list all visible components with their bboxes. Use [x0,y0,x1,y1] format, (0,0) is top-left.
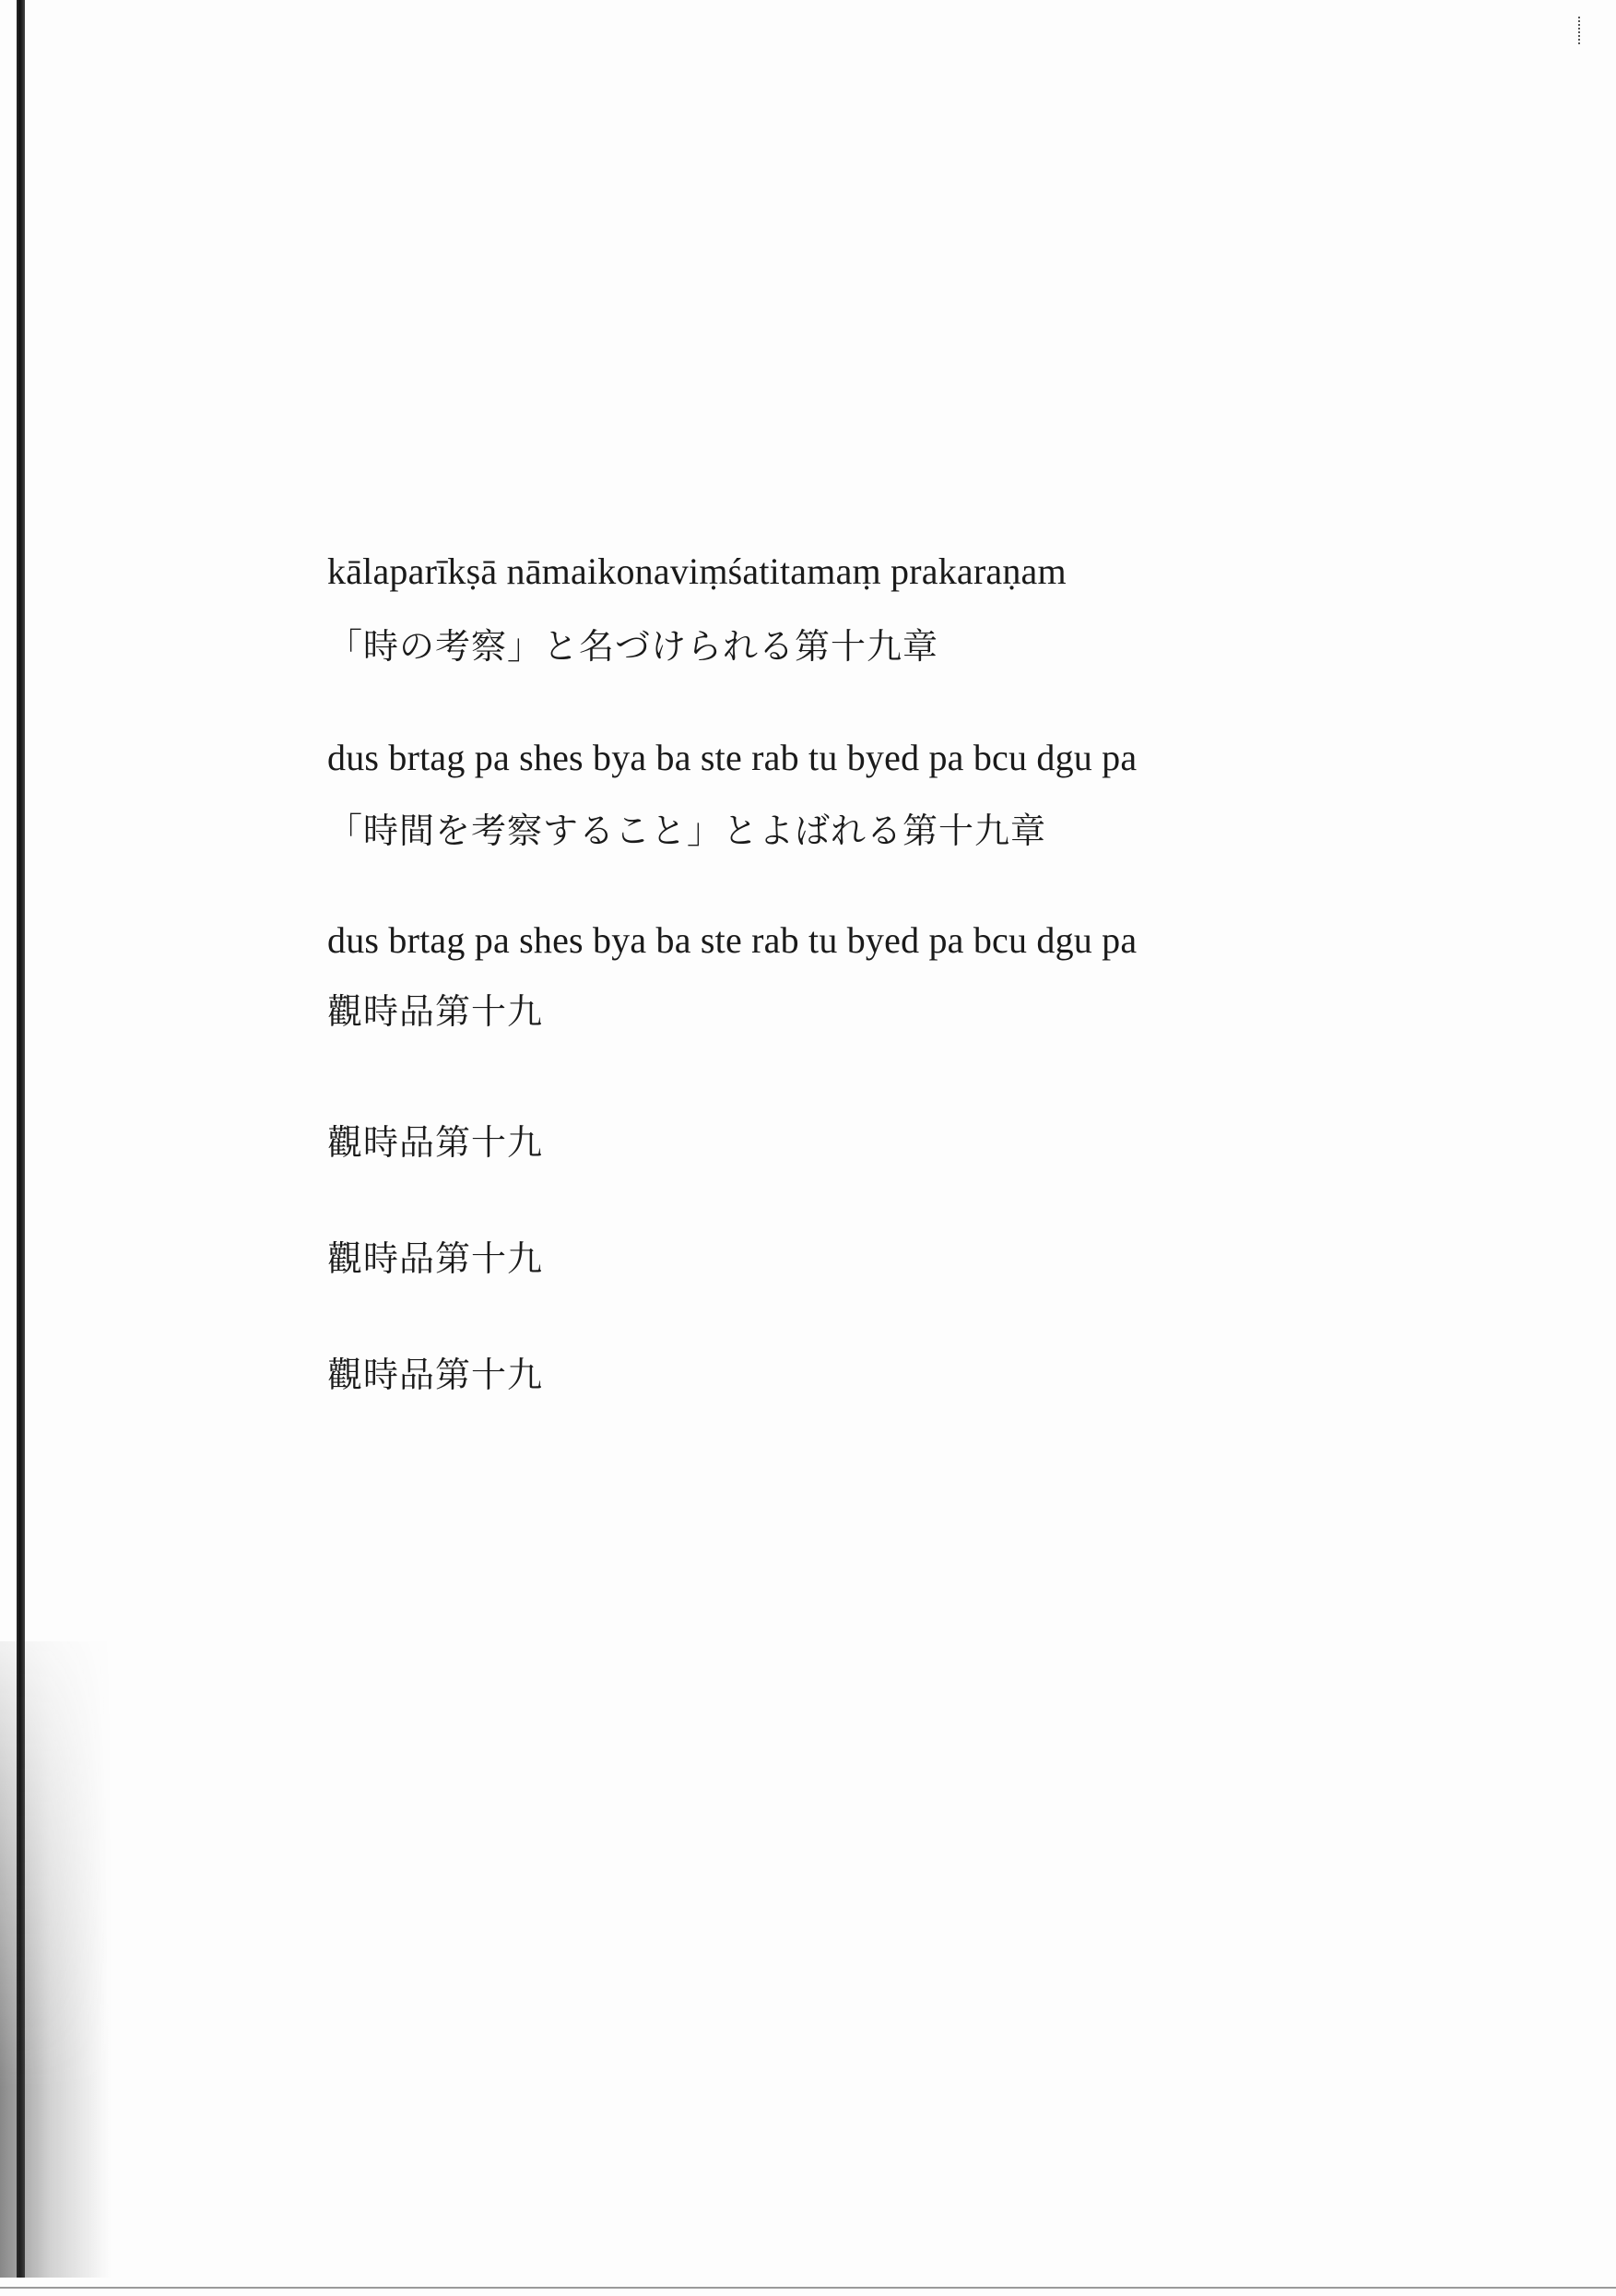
japanese-title-sanskrit-translation: 「時の考察」と名づけられる第十九章 [327,626,939,667]
sanskrit-title: kālaparīkṣā nāmaikonaviṃśatitamaṃ prakaraṇam [327,550,1067,592]
chinese-title-1: 觀時品第十九 [327,991,544,1032]
chinese-title-3: 觀時品第十九 [327,1238,544,1279]
binding-shadow [0,1641,111,2278]
tibetan-title: dus brtag pa shes bya ba ste rab tu byed pa bcu dgu pa [327,737,1138,778]
chinese-title-4: 觀時品第十九 [327,1355,544,1395]
tibetan-title-repeat: dus brtag pa shes bya ba ste rab tu byed pa bcu dgu pa [327,919,1138,961]
corner-mark [1578,17,1583,44]
japanese-title-tibetan-translation: 「時間を考察すること」とよばれる第十九章 [327,811,1047,851]
bottom-rule [0,2287,1616,2289]
chinese-title-2: 觀時品第十九 [327,1122,544,1163]
